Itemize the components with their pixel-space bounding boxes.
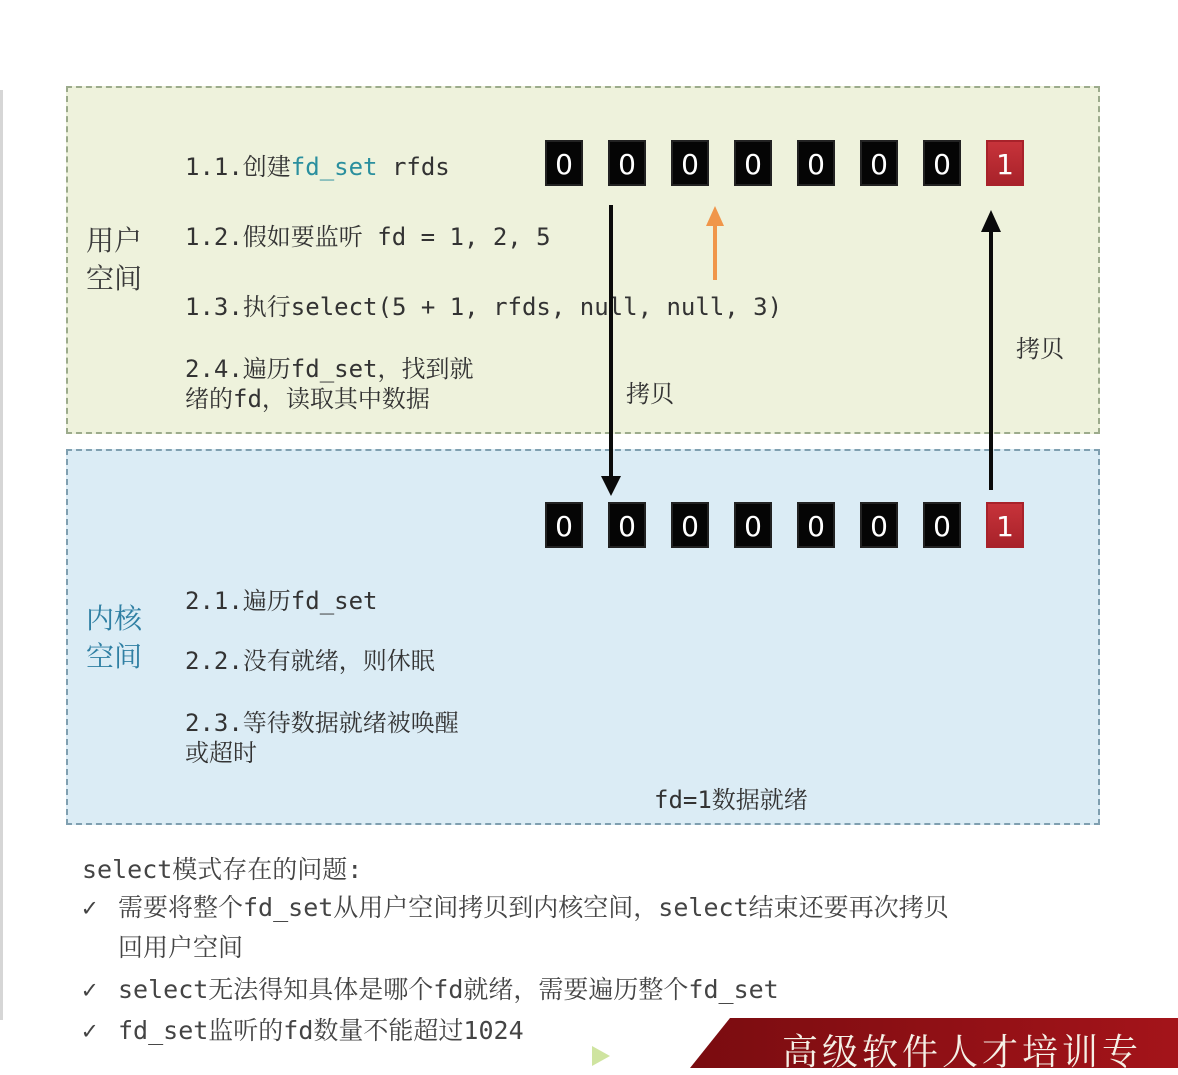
kernel-fd-set-bit: 1 [986, 502, 1024, 548]
step-1-1-highlight: fd_set [290, 153, 378, 181]
problem-item [82, 888, 949, 968]
problem-text: 需要将整个fd_set从用户空间拷贝到内核空间，select结束还要再次拷贝 [118, 893, 949, 922]
user-fd-set-bit: 0 [797, 140, 835, 186]
problems-title: select模式存在的问题: [82, 855, 363, 884]
kernel-fd-set-bit: 0 [671, 502, 709, 548]
problem-text: 回用户空间 [118, 933, 244, 962]
copy-up-arrow [981, 210, 1001, 490]
step-2-1: 2.1.遍历fd_set [185, 587, 378, 615]
check-icon: ✓ [82, 975, 98, 1004]
kernel-fd-set-bit: 0 [608, 502, 646, 548]
user-fd-set-bit: 0 [545, 140, 583, 186]
cursor-icon [592, 1046, 610, 1066]
kernel-space-label: 内核 空间 [86, 602, 143, 673]
problem-item [82, 1011, 524, 1051]
fd-ready-note: fd=1数据就绪 [654, 786, 808, 814]
step-1-3: 1.3.执行select(5 + 1, rfds, null, null, 3) [185, 293, 783, 321]
step-1-1-suffix: rfds [377, 153, 450, 181]
problem-text: select无法得知具体是哪个fd就绪，需要遍历整个fd_set [118, 975, 779, 1004]
kernel-fd-set-bit: 0 [923, 502, 961, 548]
step-2-3: 2.3.等待数据就绪被唤醒 或超时 [185, 709, 459, 767]
step-1-1-prefix: 1.1.创建 [185, 153, 291, 181]
user-fd-set-bit: 0 [734, 140, 772, 186]
problem-text: fd_set监听的fd数量不能超过1024 [118, 1016, 524, 1045]
check-icon: ✓ [82, 1016, 98, 1045]
user-space-label: 用户 空间 [86, 224, 143, 295]
kernel-fd-set-bit: 0 [860, 502, 898, 548]
user-fd-set-bit: 0 [608, 140, 646, 186]
copy-up-label: 拷贝 [1016, 335, 1064, 363]
copy-down-arrow [601, 205, 621, 496]
kernel-fd-set-bit: 0 [734, 502, 772, 548]
user-fd-set-bit: 0 [860, 140, 898, 186]
kernel-fd-set-bit: 0 [545, 502, 583, 548]
check-icon: ✓ [82, 893, 98, 922]
step-2-2: 2.2.没有就绪，则休眠 [185, 647, 435, 675]
step-1-2: 1.2.假如要监听 fd = 1, 2, 5 [185, 223, 551, 251]
user-fd-set-bit: 0 [923, 140, 961, 186]
problem-item [82, 970, 779, 1010]
user-fd-set-bit: 0 [671, 140, 709, 186]
kernel-fd-set-bit: 0 [797, 502, 835, 548]
copy-down-label: 拷贝 [626, 380, 674, 408]
brand-banner-text: 高级软件人才培训专 [782, 1032, 1143, 1073]
user-fd-set-bit: 1 [986, 140, 1024, 186]
step-2-4: 2.4.遍历fd_set，找到就 绪的fd，读取其中数据 [185, 355, 474, 413]
highlight-pointer-arrow [706, 206, 724, 280]
